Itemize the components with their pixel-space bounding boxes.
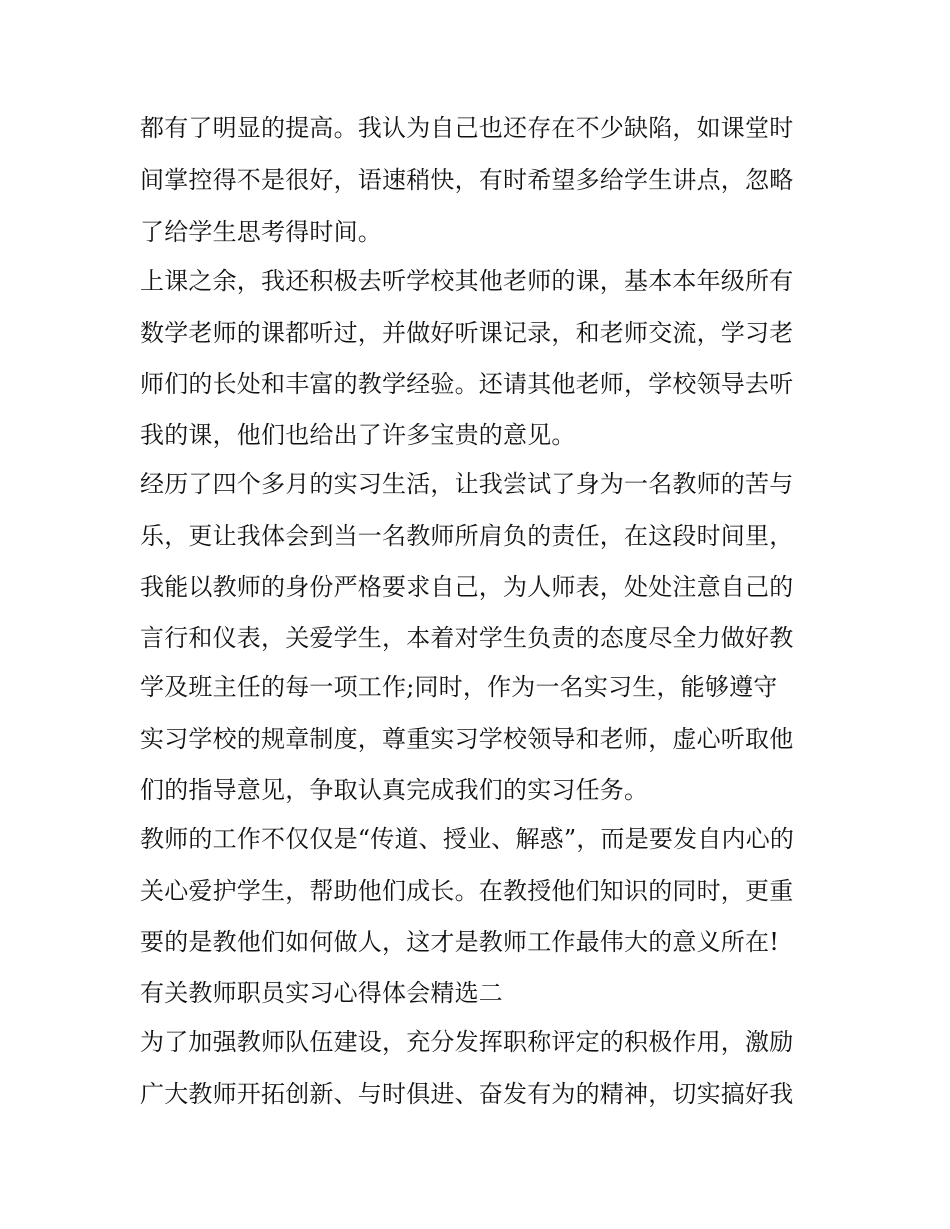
text-line: 关心爱护学生，帮助他们成长。在教授他们知识的同时，更重 [140,877,794,905]
text-line: 上课之余，我还积极去听学校其他老师的课，基本本年级所有 [140,267,794,295]
text-line: 师们的长处和丰富的教学经验。还请其他老师，学校领导去听 [140,370,794,398]
text-line: 教师的工作不仅仅是“传道、授业、解惑”，而是要发自内心的 [140,825,795,853]
text-line: 要的是教他们如何做人，这才是教师工作最伟大的意义所在! [140,928,780,956]
text-line: 实习学校的规章制度，尊重实习学校领导和老师，虚心听取他 [140,725,794,753]
text-line: 广大教师开拓创新、与时俱进、奋发有为的精神，切实搞好我 [140,1080,794,1108]
text-line: 经历了四个多月的实习生活，让我尝试了身为一名教师的苦与 [140,470,794,498]
text-line: 言行和仪表，关爱学生，本着对学生负责的态度尽全力做好教 [140,624,794,652]
section-heading: 有关教师职员实习心得体会精选二 [140,979,503,1007]
text-line: 我能以教师的身份严格要求自己，为人师表，处处注意自己的 [140,573,794,601]
text-line: 我的课，他们也给出了许多宝贵的意见。 [140,421,576,449]
text-line: 为了加强教师队伍建设，充分发挥职称评定的积极作用，激励 [140,1028,794,1056]
text-line: 数学老师的课都听过，并做好听课记录，和老师交流，学习老 [140,319,794,347]
text-line: 间掌控得不是很好，语速稍快，有时希望多给学生讲点，忽略 [140,166,794,194]
text-line: 了给学生思考得时间。 [140,218,382,246]
text-line: 乐，更让我体会到当一名教师所肩负的责任，在这段时间里， [140,522,794,550]
text-line: 们的指导意见，争取认真完成我们的实习任务。 [140,776,649,804]
text-line: 学及班主任的每一项工作;同时，作为一名实习生，能够遵守 [140,673,778,701]
text-line: 都有了明显的提高。我认为自己也还存在不少缺陷，如课堂时 [140,114,794,142]
